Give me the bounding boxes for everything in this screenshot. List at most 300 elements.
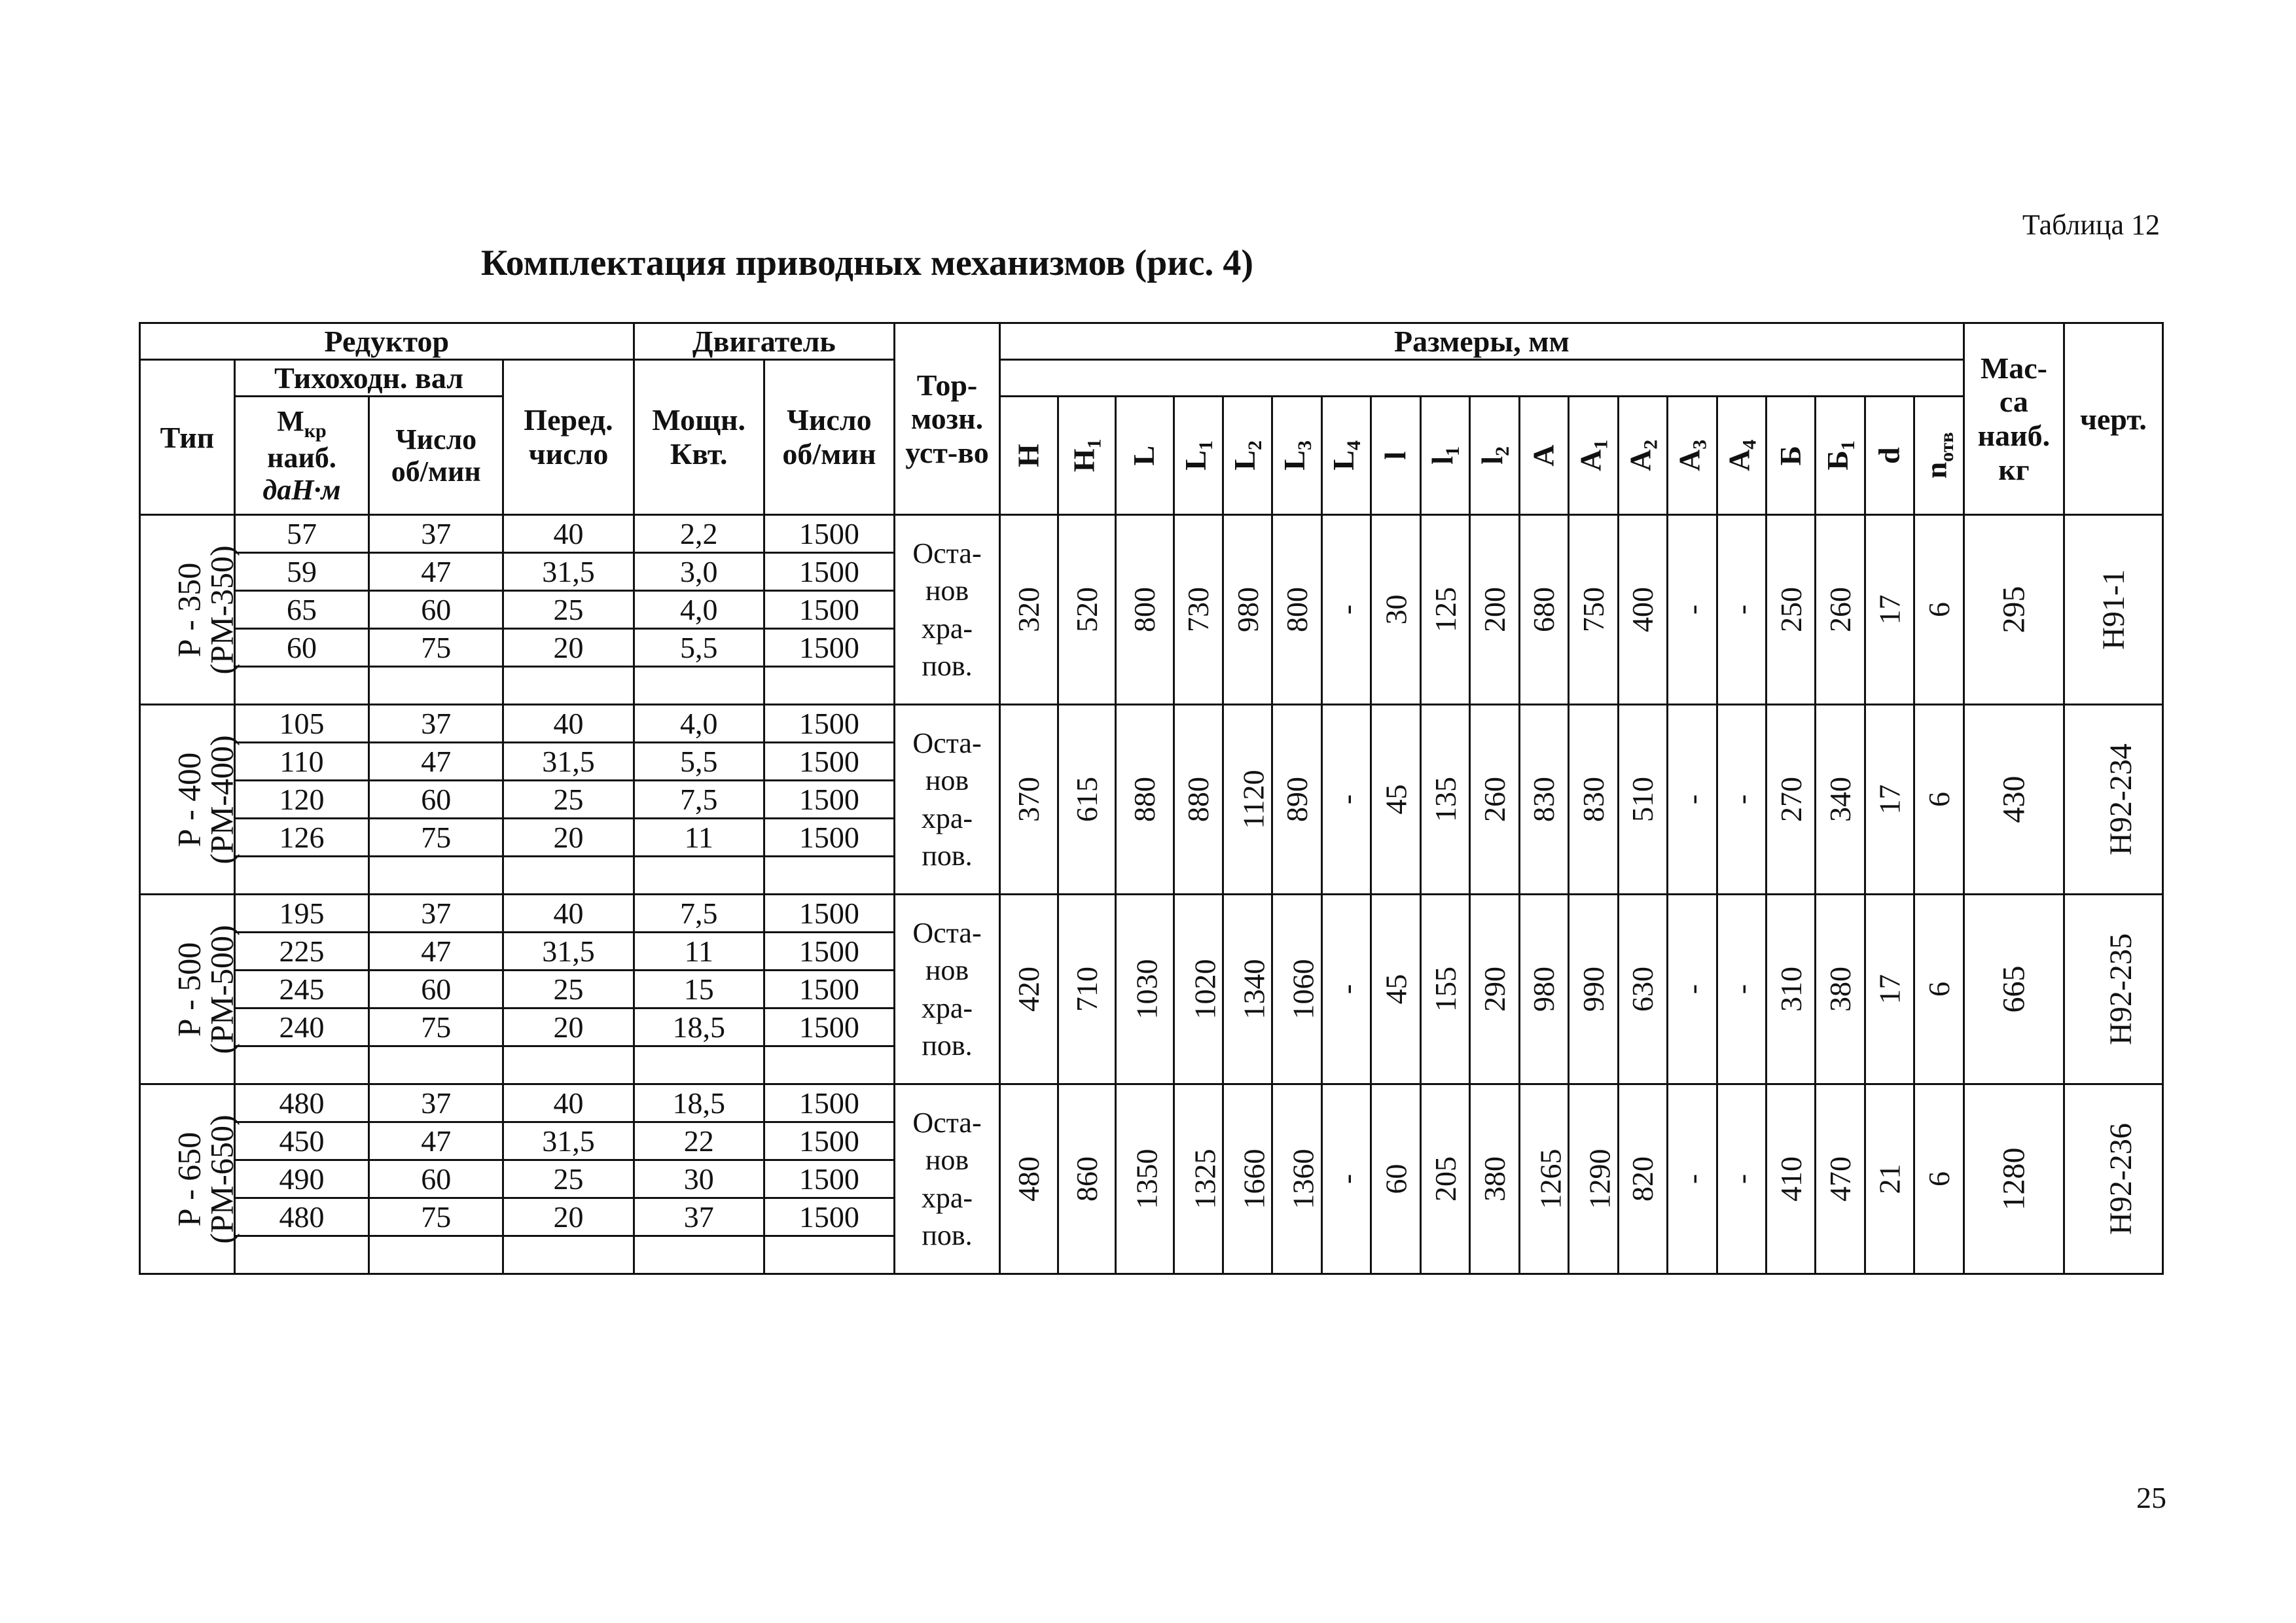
table-row: [140, 1084, 2163, 1122]
dim-value: 1290: [1583, 1149, 1617, 1209]
dim-value: 410: [1774, 1156, 1808, 1202]
dim-cell: [1569, 1084, 1618, 1274]
ratio-header-line: число: [528, 437, 609, 471]
dim-cell: [1420, 705, 1469, 895]
motor-rpm-cell: 1500: [764, 1122, 894, 1160]
ratio-cell: 25: [503, 971, 634, 1008]
motor-rpm-cell: 1500: [764, 591, 894, 629]
torque-cell: 450: [234, 1122, 368, 1160]
dim-value: 520: [1069, 587, 1103, 632]
dim-cell: [1420, 1084, 1469, 1274]
ratio-cell: 31,5: [503, 933, 634, 971]
torque-cell: 245: [234, 971, 368, 1008]
brake-cell: [895, 895, 1000, 1084]
dim-value: 6: [1922, 792, 1956, 807]
dim-value: 135: [1428, 777, 1462, 822]
dim-header-label: Б: [1774, 445, 1808, 466]
shaft-rpm-cell: [369, 1236, 503, 1274]
brake-line: Оста-: [912, 537, 982, 570]
dim-value: 615: [1069, 777, 1103, 822]
drawing-cell: [2064, 515, 2162, 705]
dim-cell: [1914, 705, 1964, 895]
dim-value: 60: [1379, 1164, 1413, 1194]
ratio-cell: 25: [503, 1160, 634, 1198]
dim-cell: [1272, 895, 1321, 1084]
dim-header: [1174, 397, 1223, 515]
dim-value: 860: [1069, 1156, 1103, 1202]
ratio-cell: 40: [503, 705, 634, 743]
dim-value: 510: [1626, 777, 1660, 822]
shaft-rpm-cell: 75: [369, 629, 503, 667]
dim-header: [1914, 397, 1964, 515]
dim-value: 155: [1428, 967, 1462, 1012]
dim-cell: [1618, 705, 1667, 895]
dim-cell: [1668, 1084, 1717, 1274]
dim-header-label: $A_2$: [1623, 439, 1662, 472]
mass-header-line: кг: [1998, 452, 2030, 486]
dim-value: 30: [1379, 594, 1413, 625]
power-cell: [634, 857, 764, 895]
dim-value: 1325: [1188, 1149, 1222, 1209]
mass-value: 1280: [1996, 1147, 2032, 1211]
dim-cell: [1914, 515, 1964, 705]
drawing-header: черт.: [2064, 323, 2162, 515]
dim-header-label: l: [1378, 451, 1412, 460]
type-alt-name: (РМ-350): [203, 544, 240, 675]
type-alt-name: (РМ-500): [203, 924, 240, 1054]
dim-header: [1470, 397, 1519, 515]
shaft-rpm-cell: 47: [369, 1122, 503, 1160]
brake-line: хра-: [921, 612, 973, 645]
dim-value: 270: [1774, 777, 1808, 822]
brake-line: Оста-: [912, 727, 982, 760]
table-row: [140, 705, 2163, 743]
dim-value: 250: [1774, 587, 1808, 632]
power-header-line: Квт.: [670, 437, 728, 471]
power-cell: 3,0: [634, 553, 764, 591]
dim-value: 380: [1823, 967, 1857, 1012]
type-name: Р - 400: [170, 752, 207, 847]
dim-value: 630: [1626, 967, 1660, 1012]
dim-value: 1350: [1130, 1149, 1164, 1209]
dim-cell: [1668, 515, 1717, 705]
torque-cell: 480: [234, 1198, 368, 1236]
power-cell: 4,0: [634, 591, 764, 629]
type-name: Р - 500: [170, 942, 207, 1037]
ratio-cell: 20: [503, 819, 634, 857]
dim-value: -: [1675, 794, 1709, 805]
motor-rpm-cell: [764, 857, 894, 895]
brake-line: нов: [925, 575, 969, 607]
mass-value: 430: [1996, 776, 2032, 823]
torque-cell: [234, 857, 368, 895]
dim-cell: [1569, 515, 1618, 705]
mass-cell: [1964, 895, 2064, 1084]
dim-header-label: $L_3$: [1277, 440, 1316, 471]
dim-value: -: [1329, 794, 1363, 805]
dim-cell: [1470, 705, 1519, 895]
dim-cell: [1519, 1084, 1568, 1274]
dim-value: 1030: [1130, 959, 1164, 1020]
brake-line: нов: [925, 764, 969, 797]
brake-header-line: мозн.: [910, 402, 984, 436]
dim-cell: [1420, 515, 1469, 705]
dim-header-label: L: [1127, 445, 1161, 466]
drawing-cell: [2064, 705, 2162, 895]
dim-cell: [1371, 705, 1420, 895]
shaft-rpm-cell: [369, 667, 503, 705]
dim-cell: [1816, 1084, 1865, 1274]
shaft-rpm-cell: 37: [369, 515, 503, 553]
torque-cell: 105: [234, 705, 368, 743]
type-cell: [140, 515, 240, 705]
dim-value: -: [1329, 1173, 1363, 1185]
shaft-rpm-cell: 47: [369, 933, 503, 971]
brake-line: пов.: [922, 649, 973, 682]
shaft-rpm-cell: 60: [369, 591, 503, 629]
dim-value: 17: [1873, 974, 1907, 1005]
dim-cell: [1519, 895, 1568, 1084]
dim-cell: [1767, 895, 1816, 1084]
dim-value: -: [1725, 984, 1759, 995]
motor-rpm-cell: 1500: [764, 1084, 894, 1122]
type-label: [170, 734, 240, 865]
ratio-cell: [503, 1046, 634, 1084]
dim-value: 6: [1922, 982, 1956, 997]
torque-cell: 240: [234, 1008, 368, 1046]
dim-value: 730: [1181, 587, 1215, 632]
dim-value: 205: [1428, 1156, 1462, 1202]
drawing-value: Н92-236: [2103, 1123, 2138, 1235]
dim-header-label: $H_1$: [1067, 438, 1105, 473]
brake-line: нов: [925, 1144, 969, 1177]
dim-header-label: $l_1$: [1426, 446, 1464, 465]
shaft-rpm-header-line: Число: [395, 423, 477, 455]
type-cell: [140, 895, 240, 1084]
torque-cell: 60: [234, 629, 368, 667]
dim-value: 800: [1128, 587, 1162, 632]
dim-value: 820: [1626, 1156, 1660, 1202]
dim-cell: [1767, 515, 1816, 705]
slow-shaft-header: Тихоходн. вал: [234, 360, 503, 397]
brake-line: Оста-: [912, 917, 982, 950]
dim-cell: [1865, 515, 1914, 705]
shaft-rpm-cell: 37: [369, 1084, 503, 1122]
mass-value: 665: [1996, 965, 2032, 1013]
shaft-rpm-cell: 47: [369, 553, 503, 591]
mass-header-line: са: [1999, 385, 2028, 419]
dim-cell: [1420, 895, 1469, 1084]
dim-cell: [999, 895, 1058, 1084]
dim-value: 340: [1823, 777, 1857, 822]
type-label: [170, 544, 240, 675]
dim-value: 830: [1576, 777, 1610, 822]
dim-value: -: [1329, 984, 1363, 995]
dim-header-label: $l_2$: [1475, 446, 1513, 465]
motor-rpm-header-line: Число: [787, 403, 872, 437]
motor-rpm-cell: 1500: [764, 895, 894, 933]
mass-cell: [1964, 515, 2064, 705]
ratio-header-line: Перед.: [524, 403, 613, 437]
torque-cell: 480: [234, 1084, 368, 1122]
dim-cell: [1174, 895, 1223, 1084]
shaft-rpm-cell: 60: [369, 971, 503, 1008]
dim-value: -: [1675, 1173, 1709, 1185]
power-cell: 11: [634, 819, 764, 857]
brake-line: хра-: [921, 1181, 973, 1214]
dim-header: [1717, 397, 1766, 515]
drawing-cell: [2064, 1084, 2162, 1274]
dim-cell: [1668, 895, 1717, 1084]
dim-value: 750: [1576, 587, 1610, 632]
dim-header: [1058, 397, 1116, 515]
torque-header-line: $М_{кр}$: [277, 404, 327, 442]
shaft-rpm-header-line: об/мин: [391, 455, 481, 488]
dim-value: -: [1725, 604, 1759, 615]
dim-value: 1340: [1237, 959, 1271, 1020]
dim-cell: [1223, 1084, 1272, 1274]
dim-header-label: $L_2$: [1228, 440, 1266, 471]
dim-cell: [1767, 1084, 1816, 1274]
dim-cell: [1717, 1084, 1766, 1274]
dim-value: 310: [1774, 967, 1808, 1012]
dim-cell: [1618, 515, 1667, 705]
dim-cell: [1569, 895, 1618, 1084]
dim-cell: [1321, 1084, 1371, 1274]
type-label: [170, 924, 240, 1054]
torque-cell: 126: [234, 819, 368, 857]
power-cell: 18,5: [634, 1084, 764, 1122]
motor-rpm-cell: [764, 1236, 894, 1274]
mass-cell: [1964, 1084, 2064, 1274]
dim-value: -: [1725, 1173, 1759, 1185]
ratio-cell: 40: [503, 895, 634, 933]
dim-cell: [1569, 705, 1618, 895]
ratio-cell: 20: [503, 1198, 634, 1236]
dim-header-label: $Б_1$: [1820, 440, 1859, 471]
drawing-value: Н92-234: [2103, 743, 2138, 855]
dim-header: [1420, 397, 1469, 515]
type-alt-name: (РМ-400): [203, 734, 240, 865]
ratio-cell: 31,5: [503, 1122, 634, 1160]
ratio-cell: 31,5: [503, 553, 634, 591]
motor-rpm-cell: 1500: [764, 1198, 894, 1236]
dim-cell: [1865, 705, 1914, 895]
dim-header: [1272, 397, 1321, 515]
dim-value: 290: [1478, 967, 1512, 1012]
drawing-cell: [2064, 895, 2162, 1084]
power-cell: 15: [634, 971, 764, 1008]
dim-cell: [1272, 515, 1321, 705]
type-cell: [140, 705, 240, 895]
dim-cell: [1865, 1084, 1914, 1274]
dim-cell: [1371, 515, 1420, 705]
torque-cell: 59: [234, 553, 368, 591]
dim-cell: [1116, 1084, 1174, 1274]
dim-cell: [1519, 515, 1568, 705]
dim-value: 17: [1873, 784, 1907, 815]
dim-value: 260: [1478, 777, 1512, 822]
dim-cell: [1470, 895, 1519, 1084]
dim-header: [1569, 397, 1618, 515]
dim-value: 17: [1873, 594, 1907, 625]
dim-value: 1120: [1236, 770, 1270, 829]
ratio-cell: 31,5: [503, 743, 634, 781]
type-label: [170, 1114, 240, 1244]
dim-header-label: $A_3$: [1672, 439, 1711, 472]
brake-line: хра-: [921, 991, 973, 1024]
torque-header-line: наиб.: [267, 441, 336, 474]
power-cell: 5,5: [634, 629, 764, 667]
type-cell: [140, 1084, 240, 1274]
table-row: [140, 515, 2163, 553]
brake-line: Оста-: [912, 1107, 982, 1139]
dim-value: 1660: [1237, 1149, 1271, 1209]
dim-cell: [1321, 895, 1371, 1084]
dim-cell: [1618, 895, 1667, 1084]
brake-cell: [895, 1084, 1000, 1274]
dim-header-label: H: [1011, 444, 1045, 467]
motor-rpm-cell: 1500: [764, 743, 894, 781]
dim-value: 125: [1428, 587, 1462, 632]
shaft-rpm-cell: 75: [369, 1198, 503, 1236]
motor-rpm-cell: 1500: [764, 515, 894, 553]
dim-value: -: [1725, 794, 1759, 805]
dim-cell: [1223, 895, 1272, 1084]
dim-value: 990: [1576, 967, 1610, 1012]
motor-rpm-cell: 1500: [764, 705, 894, 743]
power-cell: 11: [634, 933, 764, 971]
ratio-cell: [503, 857, 634, 895]
power-cell: 4,0: [634, 705, 764, 743]
dim-header: [999, 397, 1058, 515]
motor-rpm-cell: [764, 1046, 894, 1084]
torque-cell: 195: [234, 895, 368, 933]
dim-value: 260: [1823, 587, 1857, 632]
torque-unit: даН·м: [262, 474, 341, 507]
brake-line: хра-: [921, 802, 973, 834]
power-cell: 5,5: [634, 743, 764, 781]
power-cell: [634, 1046, 764, 1084]
brake-header-line: уст-во: [905, 435, 989, 469]
dim-value: 380: [1478, 1156, 1512, 1202]
ratio-cell: [503, 667, 634, 705]
shaft-rpm-cell: [369, 857, 503, 895]
dim-header: [1767, 397, 1816, 515]
dim-cell: [1116, 895, 1174, 1084]
dim-value: 6: [1922, 1171, 1956, 1186]
ratio-cell: 40: [503, 515, 634, 553]
dim-value: 420: [1012, 967, 1046, 1012]
torque-cell: 490: [234, 1160, 368, 1198]
dim-value: 470: [1823, 1156, 1857, 1202]
torque-cell: [234, 1236, 368, 1274]
torque-cell: [234, 1046, 368, 1084]
dim-value: 880: [1181, 777, 1215, 822]
brake-cell: [895, 705, 1000, 895]
dim-cell: [999, 705, 1058, 895]
dim-value: 980: [1230, 587, 1265, 632]
dim-value: 1060: [1286, 959, 1320, 1020]
dim-cell: [1058, 515, 1116, 705]
dim-header-label: $A_1$: [1573, 439, 1612, 472]
mass-header-line: наиб.: [1977, 419, 2051, 452]
type-name: Р - 650: [170, 1132, 207, 1226]
dim-value: 1360: [1286, 1149, 1320, 1209]
shaft-rpm-cell: 60: [369, 781, 503, 819]
dim-header: [1618, 397, 1667, 515]
dim-cell: [1174, 1084, 1223, 1274]
torque-cell: 225: [234, 933, 368, 971]
shaft-rpm-header: [369, 397, 503, 515]
motor-header: Двигатель: [634, 323, 894, 360]
dim-header-label: d: [1872, 447, 1906, 464]
torque-cell: 120: [234, 781, 368, 819]
table-label: Таблица 12: [2022, 209, 2160, 241]
dim-cell: [1668, 705, 1717, 895]
dim-value: 320: [1012, 587, 1046, 632]
brake-line: пов.: [922, 1219, 973, 1251]
brake-line: пов.: [922, 839, 973, 872]
power-cell: 30: [634, 1160, 764, 1198]
dim-cell: [1371, 895, 1420, 1084]
drawing-value: Н92-235: [2103, 933, 2138, 1045]
power-cell: 37: [634, 1198, 764, 1236]
dim-value: 980: [1527, 967, 1561, 1012]
power-cell: 18,5: [634, 1008, 764, 1046]
ratio-cell: 20: [503, 1008, 634, 1046]
dim-cell: [1717, 515, 1766, 705]
dim-cell: [1519, 705, 1568, 895]
ratio-cell: 25: [503, 781, 634, 819]
dim-cell: [1058, 895, 1116, 1084]
dim-value: 6: [1922, 602, 1956, 617]
dim-value: 370: [1012, 777, 1046, 822]
dim-cell: [1174, 515, 1223, 705]
dim-cell: [1470, 515, 1519, 705]
dim-header-label: $A_4$: [1721, 439, 1761, 472]
motor-rpm-cell: [764, 667, 894, 705]
type-name: Р - 350: [170, 562, 207, 657]
brake-header-line: Тор-: [916, 368, 978, 402]
dim-value: 710: [1069, 967, 1103, 1012]
dim-value: 830: [1527, 777, 1561, 822]
dim-cell: [1865, 895, 1914, 1084]
dim-cell: [1618, 1084, 1667, 1274]
dim-cell: [1116, 705, 1174, 895]
dimensions-header: Размеры, мм: [999, 323, 1964, 360]
power-cell: 22: [634, 1122, 764, 1160]
dim-value: 480: [1012, 1156, 1046, 1202]
dim-cell: [1116, 515, 1174, 705]
shaft-rpm-cell: 75: [369, 819, 503, 857]
type-alt-name: (РМ-650): [203, 1114, 240, 1244]
mass-cell: [1964, 705, 2064, 895]
dim-cell: [1174, 705, 1223, 895]
motor-rpm-header-line: об/мин: [782, 437, 876, 471]
torque-cell: 110: [234, 743, 368, 781]
dim-value: 890: [1280, 777, 1314, 822]
power-cell: 7,5: [634, 781, 764, 819]
dim-cell: [1058, 1084, 1116, 1274]
dim-value: -: [1675, 604, 1709, 615]
dim-header: [1321, 397, 1371, 515]
dim-cell: [1371, 1084, 1420, 1274]
table-row: [140, 895, 2163, 933]
dim-value: 680: [1527, 587, 1561, 632]
dim-header-label: $n_{отв}$: [1919, 432, 1958, 479]
ratio-cell: 20: [503, 629, 634, 667]
